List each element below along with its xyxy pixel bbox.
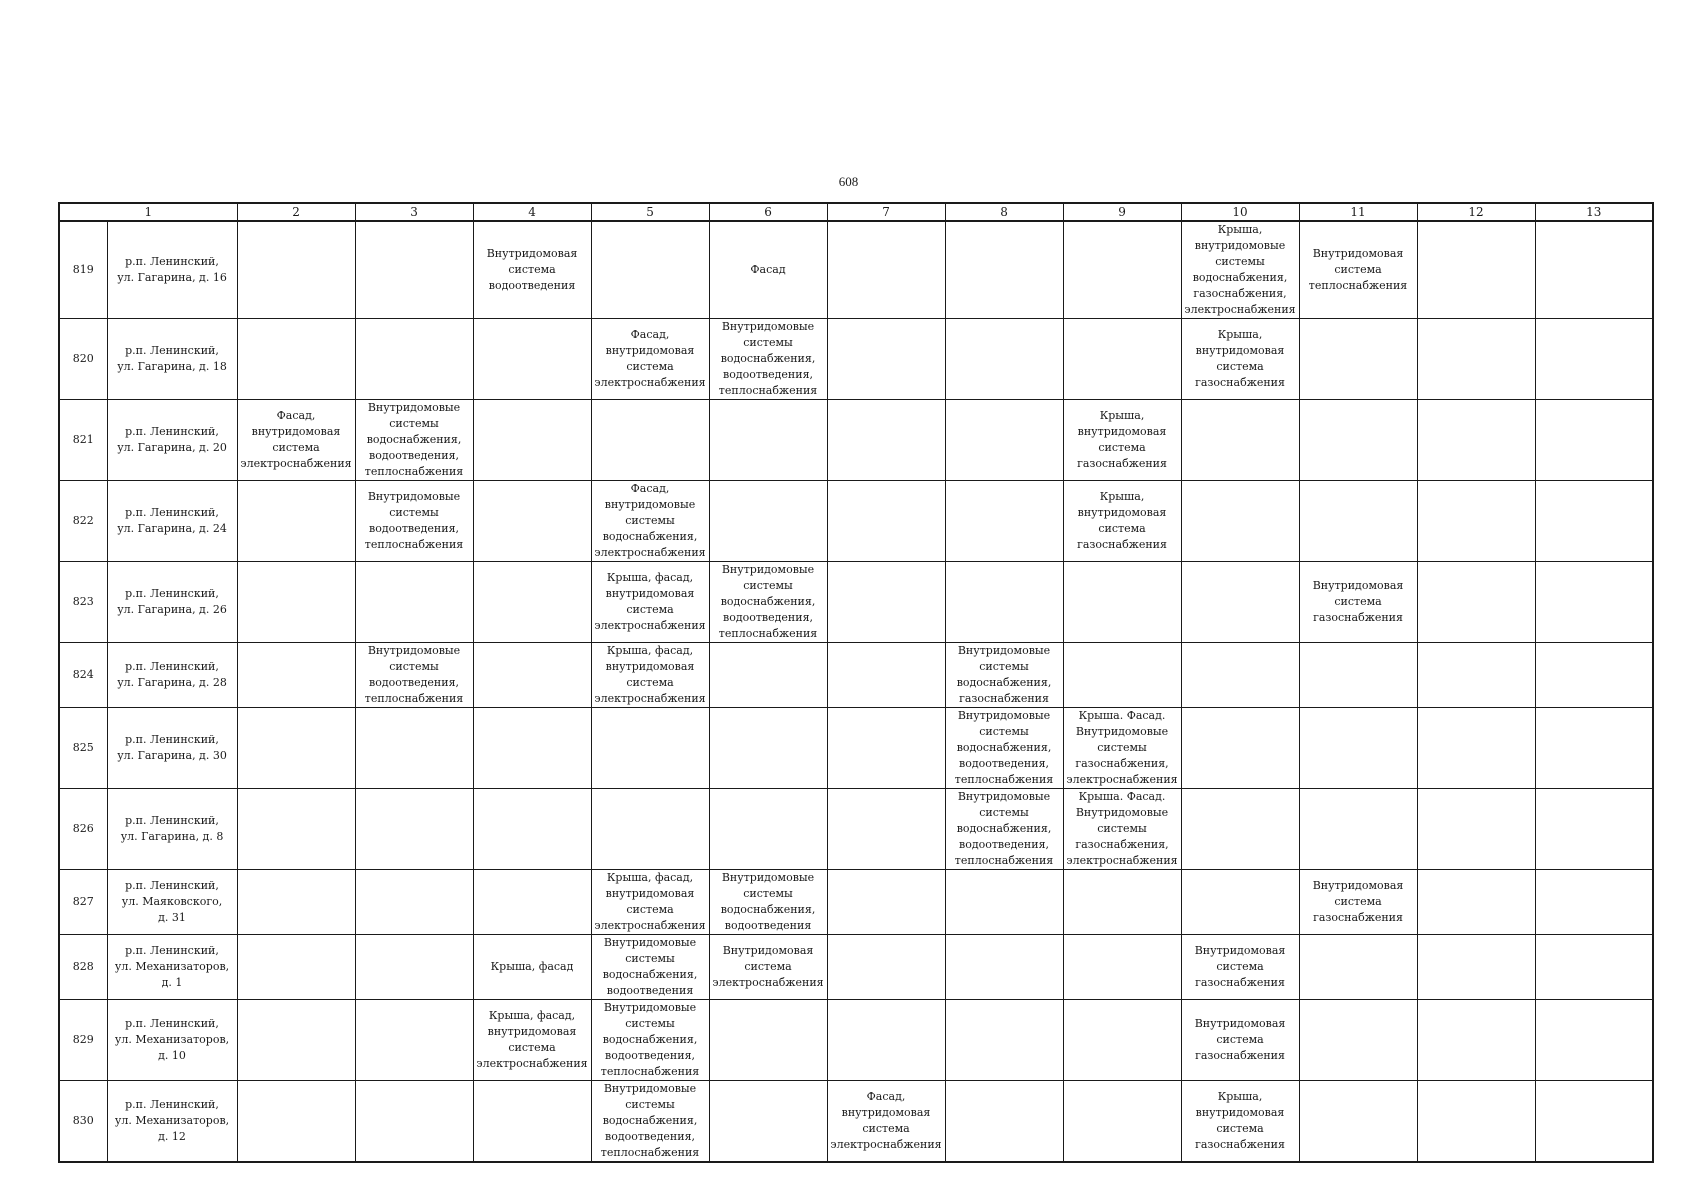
work-cell <box>355 935 473 1000</box>
work-cell <box>827 935 945 1000</box>
work-cell <box>237 481 355 562</box>
work-cell <box>945 870 1063 935</box>
row-number: 823 <box>59 562 107 643</box>
repair-schedule-table <box>58 202 1654 1163</box>
address-cell: р.п. Ленинский, ул. Гагарина, д. 16 <box>107 221 237 319</box>
work-cell <box>1535 221 1653 319</box>
table-row <box>59 319 1653 400</box>
table-row <box>59 935 1653 1000</box>
column-number-row <box>59 203 1653 221</box>
work-cell <box>1299 935 1417 1000</box>
work-cell: Фасад, внутридомовая система электроснабжения <box>827 1081 945 1163</box>
work-cell: Внутридомовая система водоотведения <box>473 221 591 319</box>
work-cell: Внутридомовая система газоснабжения <box>1299 870 1417 935</box>
work-cell <box>591 708 709 789</box>
work-cell: Внутридомовые системы водоснабжения, водоотведения, теплоснабжения <box>355 400 473 481</box>
work-cell <box>1299 319 1417 400</box>
address-cell: р.п. Ленинский, ул. Механизаторов, д. 1 <box>107 935 237 1000</box>
row-number: 826 <box>59 789 107 870</box>
work-cell: Внутридомовые системы водоснабжения, водоотведения, теплоснабжения <box>709 562 827 643</box>
work-cell <box>591 789 709 870</box>
column-header: 12 <box>1417 203 1535 221</box>
work-cell <box>1063 935 1181 1000</box>
column-header: 11 <box>1299 203 1417 221</box>
work-cell <box>945 1081 1063 1163</box>
work-cell <box>1535 789 1653 870</box>
work-cell: Крыша, внутридомовая система газоснабжения <box>1063 400 1181 481</box>
work-cell <box>1417 870 1535 935</box>
work-cell <box>827 1000 945 1081</box>
work-cell <box>355 1081 473 1163</box>
column-header: 4 <box>473 203 591 221</box>
work-cell <box>473 643 591 708</box>
work-cell: Крыша. Фасад. Внутридомовые системы газоснабжения, электроснабжения <box>1063 789 1181 870</box>
row-number: 825 <box>59 708 107 789</box>
work-cell <box>945 481 1063 562</box>
work-cell <box>237 935 355 1000</box>
work-cell <box>1299 708 1417 789</box>
work-cell <box>1417 789 1535 870</box>
work-cell: Крыша, внутридомовая система газоснабжения <box>1181 1081 1299 1163</box>
work-cell: Внутридомовая система теплоснабжения <box>1299 221 1417 319</box>
work-cell <box>827 481 945 562</box>
work-cell <box>945 1000 1063 1081</box>
work-cell: Внутридомовые системы водоснабжения, газоснабжения <box>945 643 1063 708</box>
work-cell <box>1063 319 1181 400</box>
work-cell <box>1417 1000 1535 1081</box>
work-cell <box>237 789 355 870</box>
work-cell <box>1299 481 1417 562</box>
work-cell: Крыша. Фасад. Внутридомовые системы газоснабжения, электроснабжения <box>1063 708 1181 789</box>
work-cell <box>1535 400 1653 481</box>
work-cell <box>1417 935 1535 1000</box>
row-number: 827 <box>59 870 107 935</box>
work-cell <box>709 643 827 708</box>
work-cell <box>945 221 1063 319</box>
work-cell <box>1535 643 1653 708</box>
work-cell <box>1063 1000 1181 1081</box>
work-cell: Фасад, внутридомовые системы водоснабжения, электроснабжения <box>591 481 709 562</box>
work-cell <box>1181 870 1299 935</box>
work-cell <box>1535 319 1653 400</box>
work-cell <box>1535 1000 1653 1081</box>
column-header: 7 <box>827 203 945 221</box>
work-cell <box>709 708 827 789</box>
table-row <box>59 481 1653 562</box>
table-row <box>59 1000 1653 1081</box>
row-number: 820 <box>59 319 107 400</box>
row-number: 819 <box>59 221 107 319</box>
work-cell <box>1417 708 1535 789</box>
work-cell: Внутридомовые системы водоснабжения, водоотведения, теплоснабжения <box>945 789 1063 870</box>
work-cell <box>591 221 709 319</box>
work-cell: Крыша, фасад, внутридомовая система электроснабжения <box>591 562 709 643</box>
work-cell <box>1417 319 1535 400</box>
work-cell <box>237 870 355 935</box>
work-cell: Фасад, внутридомовая система электроснабжения <box>591 319 709 400</box>
work-cell <box>355 221 473 319</box>
work-cell <box>1181 643 1299 708</box>
table-row <box>59 400 1653 481</box>
work-cell <box>827 643 945 708</box>
work-cell <box>237 221 355 319</box>
table-row <box>59 1081 1653 1163</box>
work-cell <box>709 1081 827 1163</box>
work-cell <box>827 870 945 935</box>
work-cell <box>1063 1081 1181 1163</box>
address-cell: р.п. Ленинский, ул. Гагарина, д. 26 <box>107 562 237 643</box>
work-cell: Фасад, внутридомовая система электроснабжения <box>237 400 355 481</box>
table-row <box>59 643 1653 708</box>
work-cell: Внутридомовые системы водоснабжения, водоотведения <box>591 935 709 1000</box>
work-cell <box>827 708 945 789</box>
work-cell <box>237 708 355 789</box>
column-header: 3 <box>355 203 473 221</box>
work-cell <box>827 319 945 400</box>
work-cell <box>355 870 473 935</box>
column-header: 9 <box>1063 203 1181 221</box>
work-cell: Внутридомовые системы водоотведения, теплоснабжения <box>355 481 473 562</box>
column-header: 10 <box>1181 203 1299 221</box>
work-cell <box>827 221 945 319</box>
work-cell <box>945 935 1063 1000</box>
work-cell <box>473 319 591 400</box>
work-cell <box>355 708 473 789</box>
work-cell <box>1299 1000 1417 1081</box>
table-row <box>59 870 1653 935</box>
column-header: 5 <box>591 203 709 221</box>
column-header: 1 <box>59 203 237 221</box>
work-cell <box>827 562 945 643</box>
address-cell: р.п. Ленинский, ул. Гагарина, д. 8 <box>107 789 237 870</box>
work-cell <box>709 481 827 562</box>
address-cell: р.п. Ленинский, ул. Механизаторов, д. 10 <box>107 1000 237 1081</box>
address-cell: р.п. Ленинский, ул. Механизаторов, д. 12 <box>107 1081 237 1163</box>
work-cell <box>1535 870 1653 935</box>
work-cell: Внутридомовые системы водоснабжения, водоотведения, теплоснабжения <box>709 319 827 400</box>
work-cell <box>1535 562 1653 643</box>
work-cell: Крыша, внутридомовые системы водоснабжения, газоснабжения, электроснабжения <box>1181 221 1299 319</box>
work-cell: Внутридомовая система газоснабжения <box>1299 562 1417 643</box>
work-cell <box>473 481 591 562</box>
work-cell: Внутридомовые системы водоснабжения, водоотведения <box>709 870 827 935</box>
work-cell: Внутридомовая система электроснабжения <box>709 935 827 1000</box>
work-cell: Крыша, фасад, внутридомовая система электроснабжения <box>591 643 709 708</box>
work-cell <box>945 319 1063 400</box>
work-cell <box>1417 221 1535 319</box>
work-cell <box>1299 789 1417 870</box>
row-number: 822 <box>59 481 107 562</box>
work-cell <box>1299 643 1417 708</box>
work-cell <box>1299 400 1417 481</box>
work-cell <box>1535 481 1653 562</box>
work-cell <box>1299 1081 1417 1163</box>
work-cell <box>1535 935 1653 1000</box>
address-cell: р.п. Ленинский, ул. Гагарина, д. 18 <box>107 319 237 400</box>
work-cell <box>1417 562 1535 643</box>
work-cell: Внутридомовая система газоснабжения <box>1181 935 1299 1000</box>
work-cell <box>945 400 1063 481</box>
work-cell <box>237 562 355 643</box>
work-cell <box>945 562 1063 643</box>
table-row <box>59 221 1653 319</box>
work-cell: Внутридомовые системы водоснабжения, водоотведения, теплоснабжения <box>591 1081 709 1163</box>
page-number: 608 <box>838 174 859 189</box>
work-cell: Крыша, фасад, внутридомовая система электроснабжения <box>473 1000 591 1081</box>
row-number: 828 <box>59 935 107 1000</box>
work-cell <box>473 562 591 643</box>
work-cell <box>355 1000 473 1081</box>
address-cell: р.п. Ленинский, ул. Гагарина, д. 20 <box>107 400 237 481</box>
address-cell: р.п. Ленинский, ул. Гагарина, д. 24 <box>107 481 237 562</box>
work-cell <box>1063 562 1181 643</box>
work-cell <box>473 400 591 481</box>
work-cell <box>1181 789 1299 870</box>
row-number: 821 <box>59 400 107 481</box>
address-cell: р.п. Ленинский, ул. Гагарина, д. 28 <box>107 643 237 708</box>
column-header: 13 <box>1535 203 1653 221</box>
row-number: 830 <box>59 1081 107 1163</box>
work-cell: Внутридомовые системы водоснабжения, водоотведения, теплоснабжения <box>945 708 1063 789</box>
column-header: 6 <box>709 203 827 221</box>
work-cell <box>1063 643 1181 708</box>
work-cell <box>1181 562 1299 643</box>
work-cell <box>827 400 945 481</box>
work-cell <box>1181 708 1299 789</box>
work-cell: Крыша, внутридомовая система газоснабжения <box>1181 319 1299 400</box>
address-cell: р.п. Ленинский, ул. Гагарина, д. 30 <box>107 708 237 789</box>
work-cell <box>473 870 591 935</box>
work-cell: Крыша, фасад <box>473 935 591 1000</box>
row-number: 829 <box>59 1000 107 1081</box>
column-header: 8 <box>945 203 1063 221</box>
work-cell <box>1063 221 1181 319</box>
work-cell <box>355 319 473 400</box>
work-cell <box>1063 870 1181 935</box>
work-cell: Внутридомовые системы водоснабжения, водоотведения, теплоснабжения <box>591 1000 709 1081</box>
work-cell <box>827 789 945 870</box>
work-cell: Крыша, внутридомовая система газоснабжения <box>1063 481 1181 562</box>
column-header: 2 <box>237 203 355 221</box>
work-cell <box>1535 1081 1653 1163</box>
work-cell: Внутридомовые системы водоотведения, теплоснабжения <box>355 643 473 708</box>
work-cell <box>1181 481 1299 562</box>
work-cell <box>1535 708 1653 789</box>
address-cell: р.п. Ленинский, ул. Маяковского, д. 31 <box>107 870 237 935</box>
work-cell <box>709 400 827 481</box>
work-cell <box>237 643 355 708</box>
work-cell <box>237 319 355 400</box>
work-cell: Крыша, фасад, внутридомовая система электроснабжения <box>591 870 709 935</box>
work-cell <box>709 789 827 870</box>
work-cell <box>237 1081 355 1163</box>
table-row <box>59 708 1653 789</box>
work-cell <box>1417 1081 1535 1163</box>
work-cell: Фасад <box>709 221 827 319</box>
work-cell <box>709 1000 827 1081</box>
work-cell <box>473 789 591 870</box>
work-cell <box>1417 400 1535 481</box>
row-number: 824 <box>59 643 107 708</box>
work-cell: Внутридомовая система газоснабжения <box>1181 1000 1299 1081</box>
work-cell <box>473 708 591 789</box>
work-cell <box>1417 643 1535 708</box>
work-cell <box>1181 400 1299 481</box>
work-cell <box>355 562 473 643</box>
table-row <box>59 789 1653 870</box>
work-cell <box>355 789 473 870</box>
work-cell <box>591 400 709 481</box>
table-row <box>59 562 1653 643</box>
work-cell <box>1417 481 1535 562</box>
work-cell <box>473 1081 591 1163</box>
work-cell <box>237 1000 355 1081</box>
